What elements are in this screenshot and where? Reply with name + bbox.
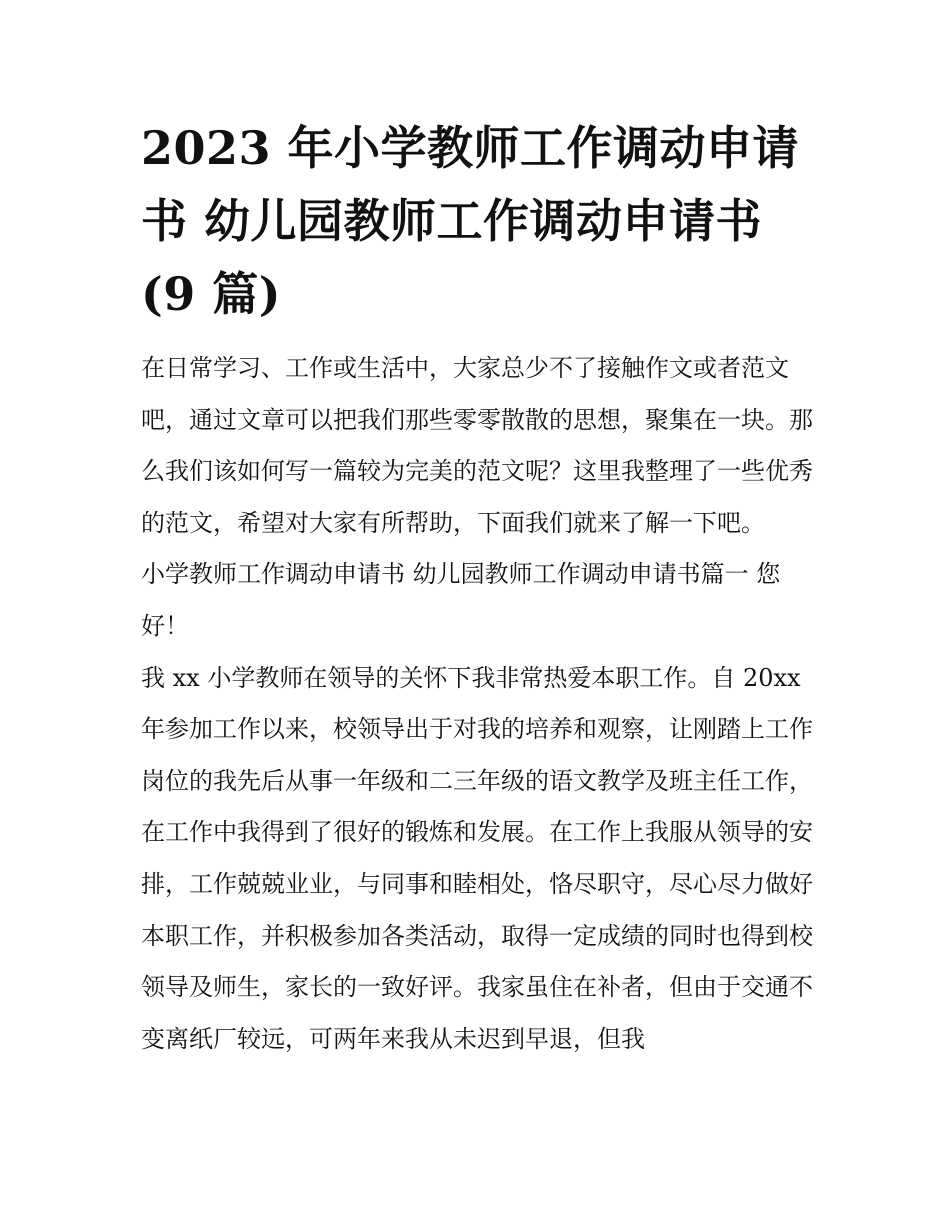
document-body: [141, 112, 815, 1065]
section-heading-paragraph: 小学教师工作调动申请书 幼儿园教师工作调动申请书篇一 您好！: [141, 560, 781, 640]
document-title: 2023 年小学教师工作调动申请书 幼儿园教师工作调动申请书(9 篇): [141, 121, 800, 321]
body-paragraph: 我 xx 小学教师在领导的关怀下我非常热爱本职工作。自 20xx 年参加工作以来，校领导出于对我的培养和观察，让刚踏上工作岗位的我先后从事一年级和二三年级的语文教学及班主任工作，在工作中我得到了很好的锻炼和发展。在工作上我服从领导的安排，工作兢兢业业，与同事和睦相处，恪尽职守，尽心尽力做好本职工作，并积极参加各类活动，取得一定成绩的同时也得到校领导及师生，家长的一致好评。我家虽住在补者，但由于交通不变离纸厂较远，可两年来我从未迟到早退，但我: [141, 663, 813, 1053]
intro-paragraph: 在日常学习、工作或生活中，大家总少不了接触作文或者范文吧，通过文章可以把我们那些零零散散的思想，聚集在一块。那么我们该如何写一篇较为完美的范文呢？这里我整理了一些优秀的范文，希望对大家有所帮助，下面我们就来了解一下吧。: [141, 354, 813, 537]
